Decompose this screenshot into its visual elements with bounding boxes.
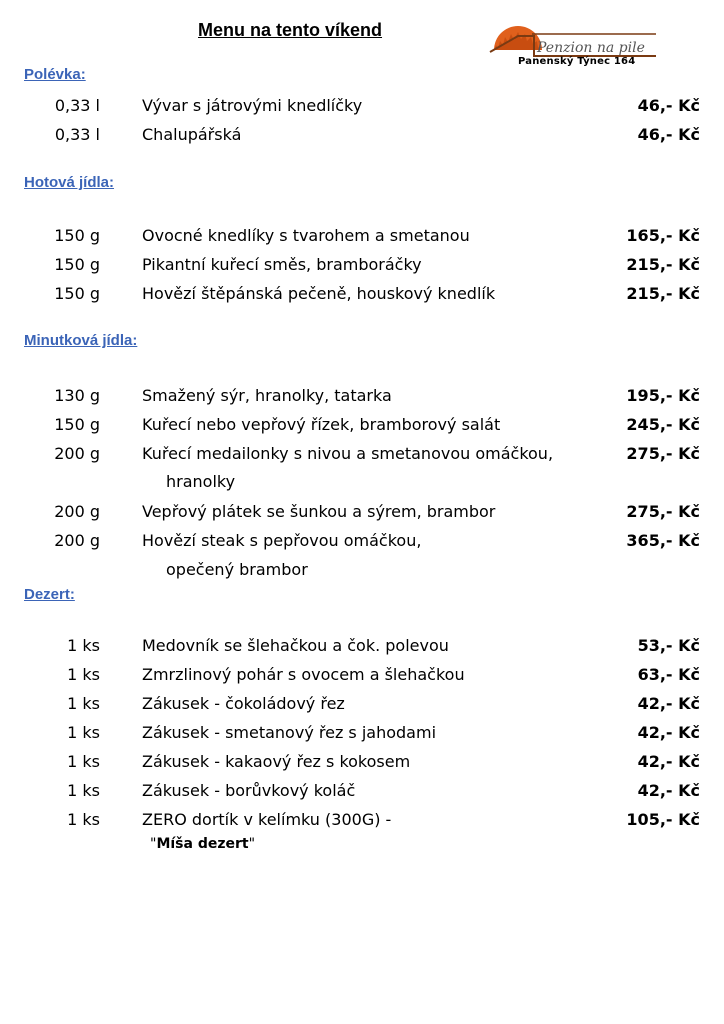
item-qty: 1 ks: [67, 752, 100, 771]
section-heading-dezert: Dezert:: [24, 586, 75, 603]
menu-item: [0, 255, 724, 281]
item-price: 42,- Kč: [637, 723, 700, 742]
item-qty: 200 g: [54, 502, 100, 521]
item-qty: 200 g: [54, 531, 100, 550]
item-name: Hovězí štěpánská pečeně, houskový knedlík: [142, 284, 496, 303]
menu-item: [0, 125, 724, 151]
menu-item: [0, 502, 724, 528]
item-price: 53,- Kč: [637, 636, 700, 655]
item-price: 365,- Kč: [626, 531, 700, 550]
item-price: 42,- Kč: [637, 694, 700, 713]
item-qty: 200 g: [54, 444, 100, 463]
section-heading-minutkova-jidla: Minutková jídla:: [24, 332, 138, 349]
menu-item: [0, 386, 724, 412]
note-quote-close: ": [248, 836, 256, 852]
item-price: 275,- Kč: [626, 502, 700, 521]
item-name: Pikantní kuřecí směs, bramboráčky: [142, 255, 422, 274]
section-heading-hotova-jidla: Hotová jídla:: [24, 174, 115, 191]
logo-name: Penzion na pile: [537, 40, 645, 56]
item-price: 195,- Kč: [626, 386, 700, 405]
menu-item: [0, 636, 724, 662]
item-price: 63,- Kč: [637, 665, 700, 684]
item-price: 42,- Kč: [637, 781, 700, 800]
menu-item: [0, 665, 724, 691]
item-qty: 150 g: [54, 255, 100, 274]
item-price: 46,- Kč: [637, 96, 700, 115]
item-qty: 150 g: [54, 284, 100, 303]
item-name: Vepřový plátek se šunkou a sýrem, brambor: [142, 502, 496, 521]
item-price: 275,- Kč: [626, 444, 700, 463]
item-name: Kuřecí medailonky s nivou a smetanovou omáčkou,: [142, 444, 554, 463]
menu-item: [0, 96, 724, 122]
item-qty: 150 g: [54, 226, 100, 245]
item-qty: 150 g: [54, 415, 100, 434]
item-name-continuation: opečený brambor: [166, 560, 308, 579]
item-note: [150, 836, 255, 852]
menu-item: [0, 226, 724, 252]
menu-item: [0, 531, 724, 557]
menu-item: [0, 284, 724, 310]
item-name: Zákusek - čokoládový řez: [142, 694, 345, 713]
item-name: Zmrzlinový pohár s ovocem a šlehačkou: [142, 665, 465, 684]
item-qty: 1 ks: [67, 636, 100, 655]
menu-item: [0, 444, 724, 470]
note-quote-open: ": [150, 836, 157, 852]
item-qty: 130 g: [54, 386, 100, 405]
item-qty: 1 ks: [67, 723, 100, 742]
menu-item: [0, 723, 724, 749]
menu-item: [0, 810, 724, 836]
item-name: Hovězí steak s pepřovou omáčkou,: [142, 531, 422, 550]
logo-address: Panenský Týnec 164: [518, 56, 636, 67]
item-price: 165,- Kč: [626, 226, 700, 245]
item-qty: 0,33 l: [54, 96, 100, 115]
item-name: ZERO dortík v kelímku (300G) -: [142, 810, 392, 829]
item-price: 215,- Kč: [626, 284, 700, 303]
item-name-continuation: hranolky: [166, 472, 236, 491]
item-name: Ovocné knedlíky s tvarohem a smetanou: [142, 226, 470, 245]
menu-item: [0, 781, 724, 807]
item-name: Zákusek - smetanový řez s jahodami: [142, 723, 437, 742]
menu-title: Menu na tento víkend: [198, 20, 383, 40]
menu-item-continuation: [0, 472, 724, 498]
item-name: Smažený sýr, hranolky, tatarka: [142, 386, 392, 405]
item-name: Zákusek - borůvkový koláč: [142, 781, 356, 800]
menu-item: [0, 415, 724, 441]
item-name: Vývar s játrovými knedlíčky: [142, 96, 363, 115]
item-qty: 1 ks: [67, 810, 100, 829]
item-qty: 1 ks: [67, 781, 100, 800]
item-price: 46,- Kč: [637, 125, 700, 144]
menu-item-continuation: [0, 560, 724, 586]
section-heading-polevka: Polévka:: [24, 66, 86, 83]
note-bold-text: Míša dezert: [156, 836, 249, 852]
item-name: Zákusek - kakaový řez s kokosem: [142, 752, 411, 771]
item-price: 245,- Kč: [626, 415, 700, 434]
item-qty: 0,33 l: [54, 125, 100, 144]
item-price: 215,- Kč: [626, 255, 700, 274]
menu-item: [0, 752, 724, 778]
menu-item: [0, 694, 724, 720]
item-price: 105,- Kč: [626, 810, 700, 829]
item-name: Medovník se šlehačkou a čok. polevou: [142, 636, 449, 655]
item-price: 42,- Kč: [637, 752, 700, 771]
logo: [488, 20, 658, 72]
item-name: Kuřecí nebo vepřový řízek, bramborový salát: [142, 415, 501, 434]
item-qty: 1 ks: [67, 665, 100, 684]
item-name: Chalupářská: [142, 125, 242, 144]
item-qty: 1 ks: [67, 694, 100, 713]
